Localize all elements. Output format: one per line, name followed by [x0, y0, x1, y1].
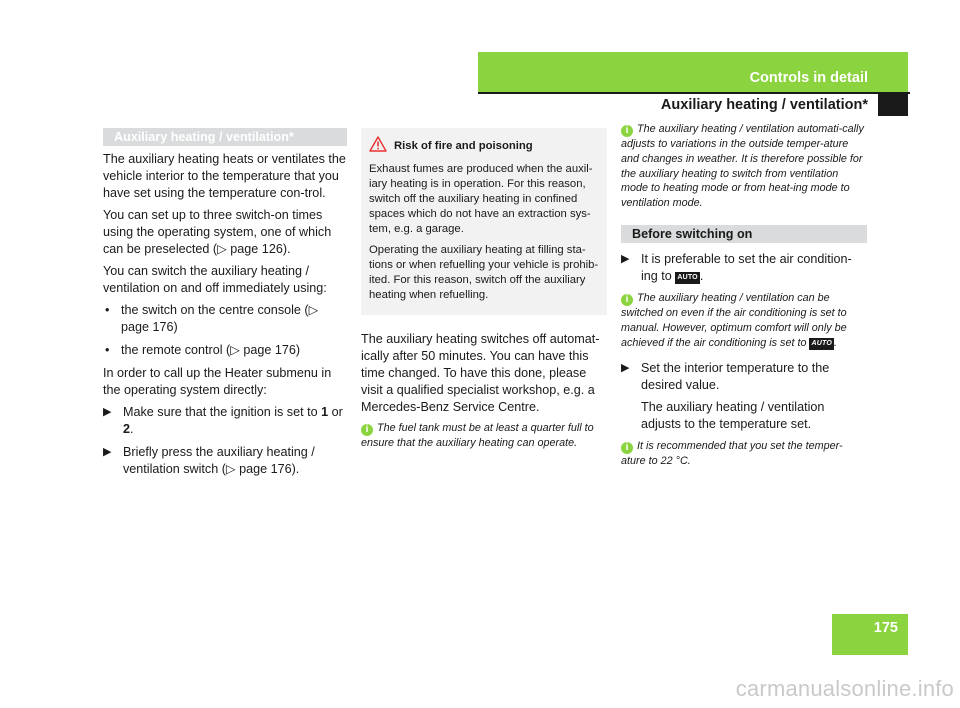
list-item-text: the remote control (▷ page 176) — [121, 343, 301, 357]
note-text: The auxiliary heating / ventilation can be switched on even if the air conditioning is set to manual. However, optimum comfort will only be achieved if the air conditioning is set to — [621, 291, 847, 349]
info-icon: i — [621, 125, 633, 137]
warning-title-row — [369, 136, 599, 154]
chapter-title: Auxiliary heating / ventilation* — [660, 97, 868, 113]
list-item — [103, 342, 347, 359]
info-note — [361, 421, 607, 451]
column-right — [621, 122, 867, 475]
step-text: Make sure that the ignition is set to — [123, 405, 318, 419]
step-text-end: . — [699, 268, 704, 283]
note-text: It is recommended that you set the temper-ature to 22 °C. — [621, 440, 843, 468]
note-text-end: . — [833, 336, 837, 349]
step-text: Briefly press the auxiliary heating / ventilation switch (▷ page 176). — [123, 445, 315, 476]
step-item — [103, 404, 347, 438]
watermark: carmanualsonline.info — [735, 676, 954, 701]
note-text: The auxiliary heating / ventilation automati-cally adjusts to variations in the outside temper-ature and changes in weather. It is therefore possible for the auxiliary heating to switch from ventilation mode to heating mode or from heat-ing mode to ventilation mode. — [621, 123, 864, 210]
step-text-or: or — [331, 405, 343, 419]
arrow-right-icon: ▶ — [103, 446, 112, 458]
warning-title: Risk of fire and poisoning — [394, 140, 533, 152]
bullet-dot: • — [105, 303, 110, 317]
header-rule — [478, 92, 910, 94]
step-text-end: . — [130, 422, 134, 436]
auto-button-icon: AUTO — [809, 338, 834, 350]
step-item — [621, 251, 867, 285]
info-note — [621, 439, 867, 469]
page-number-block — [832, 614, 908, 655]
step-text: It is preferable to set the air condition-ing to — [641, 251, 852, 283]
arrow-right-icon: ▶ — [621, 362, 630, 375]
step-text: Set the interior temperature to the desired value. — [641, 361, 830, 393]
step-result: The auxiliary heating / ventilation adjusts to the temperature set. — [641, 400, 825, 432]
section-heading: Auxiliary heating / ventilation* — [103, 128, 347, 146]
header-black-tab — [878, 92, 908, 116]
paragraph: You can set up to three switch-on times using the operating system, one of which can be preselected (▷ page 126). — [103, 208, 332, 256]
section-title: Controls in detail — [749, 70, 868, 86]
paragraph: The auxiliary heating heats or ventilates the vehicle interior to the temperature that you have set using the temperature con-trol. — [103, 152, 346, 200]
info-note — [621, 122, 867, 211]
ignition-position-1: 1 — [321, 405, 329, 419]
column-middle — [361, 128, 607, 457]
paragraph: You can switch the auxiliary heating / ventilation on and off immediately using: — [103, 264, 327, 295]
warning-triangle-icon — [369, 136, 387, 152]
auto-button-icon: AUTO — [675, 272, 700, 284]
bullet-dot: • — [105, 343, 110, 357]
step-item — [621, 360, 867, 433]
step-item — [103, 444, 347, 478]
page-number: 175 — [873, 620, 898, 636]
section-heading: Before switching on — [621, 225, 867, 243]
list-item — [103, 302, 347, 336]
paragraph: The auxiliary heating switches off automat-ically after 50 minutes. You can have this time changed. To have this done, please visit a qualified specialist workshop, e.g. a Mercedes-Benz Service Centre. — [361, 332, 600, 414]
info-icon: i — [361, 424, 373, 436]
info-note — [621, 291, 867, 350]
warning-paragraph: Exhaust fumes are produced when the auxil-iary heating is in operation. For this reason, switch off the auxiliary heating in confined spaces which do not have an extraction sys-tem, e.g. a garage. — [369, 163, 593, 235]
note-text: The fuel tank must be at least a quarter full to ensure that the auxiliary heating can operate. — [361, 422, 594, 449]
warning-paragraph: Operating the auxiliary heating at filling sta-tions or when refuelling your vehicle is prohib-ited. For this reason, switch off the auxiliary heating when refuelling. — [369, 244, 599, 301]
column-left — [103, 128, 347, 484]
info-icon: i — [621, 294, 633, 306]
warning-box — [361, 128, 607, 315]
arrow-right-icon: ▶ — [103, 406, 112, 418]
ignition-position-2: 2 — [123, 422, 131, 436]
list-item-text: the switch on the centre console (▷ page 176) — [121, 303, 319, 334]
arrow-right-icon: ▶ — [621, 252, 630, 265]
info-icon: i — [621, 442, 633, 454]
paragraph: In order to call up the Heater submenu in the operating system directly: — [103, 366, 332, 397]
